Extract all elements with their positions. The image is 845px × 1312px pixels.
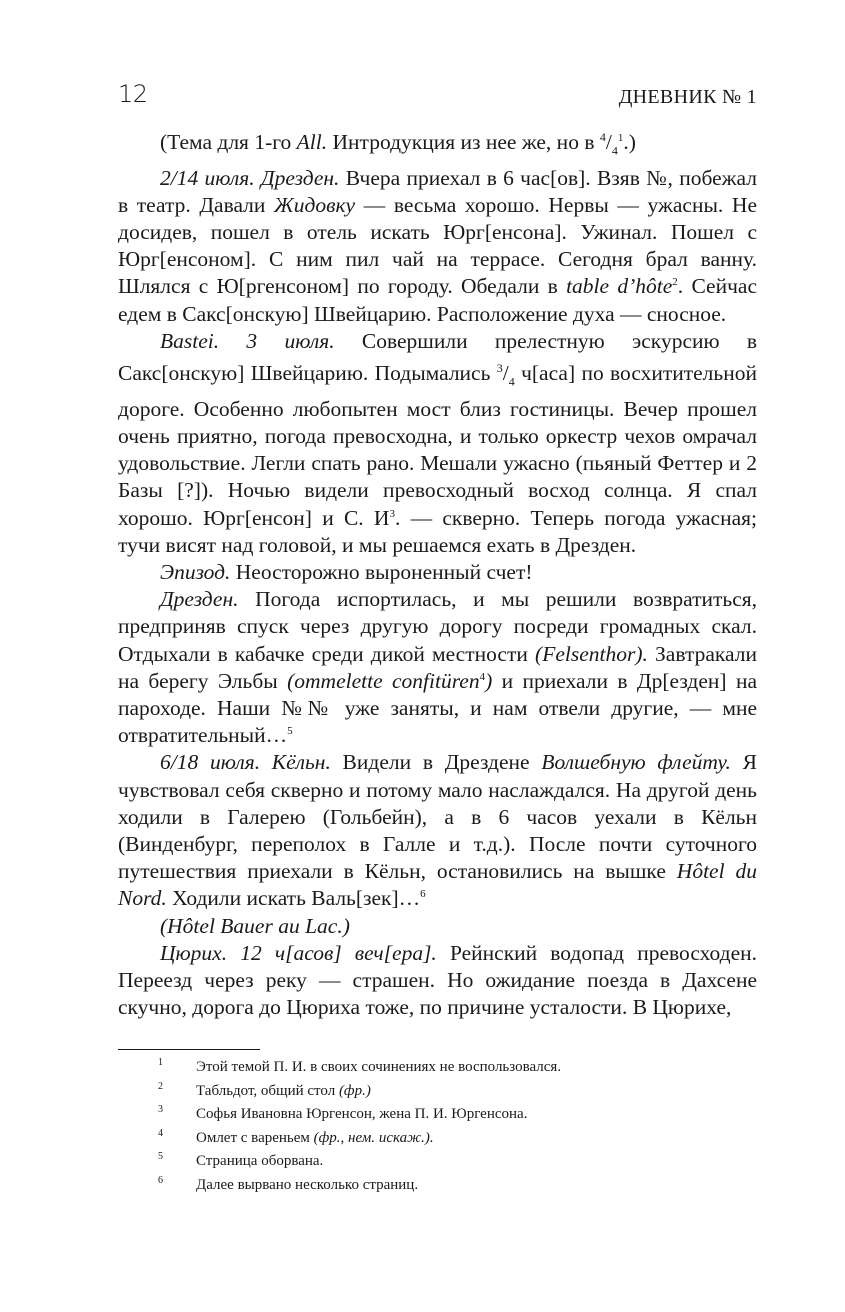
italic-run: (фр., нем. искаж.). (313, 1129, 434, 1146)
footnote-text (196, 1150, 323, 1174)
entry-heading: 6/18 июля. Кёльн. (160, 750, 331, 775)
footnote-number: 4 (158, 1127, 163, 1139)
text-run: Омлет с вареньем (196, 1129, 314, 1146)
footnote-text (196, 1056, 561, 1080)
italic-run: Hôtel du Nord. (118, 859, 757, 911)
footnote-text (196, 1103, 527, 1127)
footnote-item (118, 1103, 757, 1127)
text-run: . — скверно. Теперь погода ужасная; тучи висят над головой, и мы решаемся ехать в Дрезден. (118, 505, 757, 557)
entry-heading: Bastei. 3 июля. (160, 328, 335, 353)
text-run: Страница оборвана. (196, 1153, 324, 1169)
footnote-number: 1 (158, 1057, 163, 1068)
text-run: Вчера приехал в 6 час[ов]. Взяв №, побежал в театр. Давали (118, 165, 757, 217)
italic-run: table d’hôte (566, 274, 673, 299)
page-number: 12 (118, 80, 148, 108)
fraction-slash: / (605, 130, 612, 155)
footnote-ref: 6 (420, 888, 426, 901)
footnote-item (118, 1174, 757, 1198)
paragraph-theme-note (118, 124, 757, 165)
italic-run: (фр.) (338, 1082, 371, 1099)
text-run: — весьма хорошо. Нервы — ужасны. Не досидев, пошел в отель искать Юрг[енсона]. Ужинал. Пошел с Юрг[енсоном]. С ним пил чай на террасе. Сегодня брал ванну. Шлялся с Ю[ргенсоном] по городу. Обедали в (118, 192, 757, 299)
fraction-numerator: 3 (496, 361, 503, 376)
footnote-ref: 1 (617, 132, 624, 144)
italic-run: Волшебную флейту. (541, 750, 731, 775)
footnote-divider (118, 1049, 260, 1050)
paragraph-zurich-entry (118, 940, 757, 1022)
italic-run: (Hôtel Bauer au Lac.) (160, 913, 350, 938)
fraction-numerator: 4 (599, 130, 606, 144)
footnote-ref: 4 (479, 670, 486, 683)
text-run: ч[аса] по восхитительной дороге. Особенно любопытен мост близ гостиницы. Вечер прошел очень приятно, погода превосходна, и только оркестр чехов омрачал удовольствие. Легли спать рано. Мешали ужасно (пьяный Феттер и 2 Базы [?]). Ночью видели превосходный восход солнца. Я спал хорошо. Юрг[енсон] и С. И (118, 361, 757, 530)
text-run: Завтракали на берегу Эльбы (118, 641, 758, 693)
paragraph-episode (118, 559, 757, 586)
text-run: Погода испортилась, и мы решили возвратиться, предприняв спуск через другую дорогу посреди громадных скал. Отдыхали в кабачке среди дикой местности (118, 587, 757, 666)
text-run: .) (623, 130, 636, 155)
italic-run: (ommelette confitüren (287, 668, 480, 693)
footnote-text (196, 1127, 434, 1151)
paragraph-dresden-return (118, 586, 757, 749)
footnote-item (118, 1127, 757, 1151)
text-run: и приехали в Др[езден] на пароходе. Наши №№ уже заняты, и нам отвели другие, — мне отвратительный… (118, 668, 758, 748)
text-run: . Сейчас едем в Сакс[онскую] Швейцарию. Расположение духа — сносное. (118, 274, 757, 326)
italic-run: All. (296, 130, 328, 155)
entry-heading: 2/14 июля. Дрезден. (160, 165, 340, 190)
paragraph-dresden-entry (118, 165, 757, 328)
footnote-ref: 2 (672, 276, 678, 289)
footnote-number: 2 (158, 1080, 163, 1092)
footnote-number: 6 (158, 1174, 163, 1186)
text-run: Интродукция из нее же, но в (327, 130, 600, 155)
italic-run: ) (485, 668, 493, 693)
text-run: Софья Ивановна Юргенсон, жена П. И. Юргенсона. (196, 1106, 528, 1122)
fraction-denominator: 4 (611, 143, 618, 158)
fraction-denominator: 4 (508, 374, 515, 389)
footnote-ref: 5 (287, 725, 293, 738)
text-run: Совершили прелестную эскурсию в Сакс[онскую] Швейцарию. Подымались (118, 328, 757, 386)
text-run: Далее вырвано несколько страниц. (196, 1176, 419, 1193)
text-run: Рейнский водопад превосходен. Переезд через реку — страшен. Но ожидание поезда в Дахсене скучно, дорога до Цюриха тоже, по причине усталости. В Цюрихе, (118, 940, 757, 1020)
text-run: Я чувствовал себя скверно и потому мало наслаждался. На другой день ходили в Галерею (Гольбейн), а в 6 часов уехали в Кёльн (Винденбург, переполох в Галле и т.д.). После почти суточного путешествия приехали в Кёльн, остановились на вышке (118, 750, 757, 884)
paragraph-cologne-entry (118, 749, 757, 912)
footnote-text (196, 1174, 418, 1198)
text-run: Ходили искать Валь[зек]… (166, 886, 421, 911)
italic-run: Жидовку (274, 192, 356, 217)
entry-heading: Эпизод. (160, 559, 231, 584)
italic-run: (Felsenthor). (535, 641, 648, 666)
footnote-number: 3 (158, 1104, 163, 1115)
main-text (118, 124, 757, 1021)
footnote-item (118, 1056, 757, 1080)
text-run: Неосторожно выроненный счет! (230, 559, 533, 584)
running-title: ДНЕВНИК № 1 (618, 86, 757, 108)
fraction-slash: / (502, 361, 509, 386)
paragraph-hotel-note (118, 913, 757, 940)
text-run: Табльдот, общий стол (196, 1082, 339, 1099)
paragraph-bastei-entry (118, 328, 757, 559)
footnote-item (118, 1150, 757, 1174)
text-run: (Тема для 1-го (160, 130, 297, 155)
text-run: Этой темой П. И. в своих сочинениях не воспользовался. (196, 1059, 562, 1075)
text-run: Видели в Дрездене (330, 750, 542, 775)
entry-heading: Дрезден. (160, 587, 239, 612)
footnote-ref: 3 (389, 507, 395, 520)
entry-heading: Цюрих. 12 ч[асов] веч[ера]. (160, 940, 437, 965)
footnotes (118, 1056, 757, 1197)
footnote-number: 5 (158, 1151, 163, 1162)
footnote-text (196, 1080, 371, 1104)
footnote-item (118, 1080, 757, 1104)
